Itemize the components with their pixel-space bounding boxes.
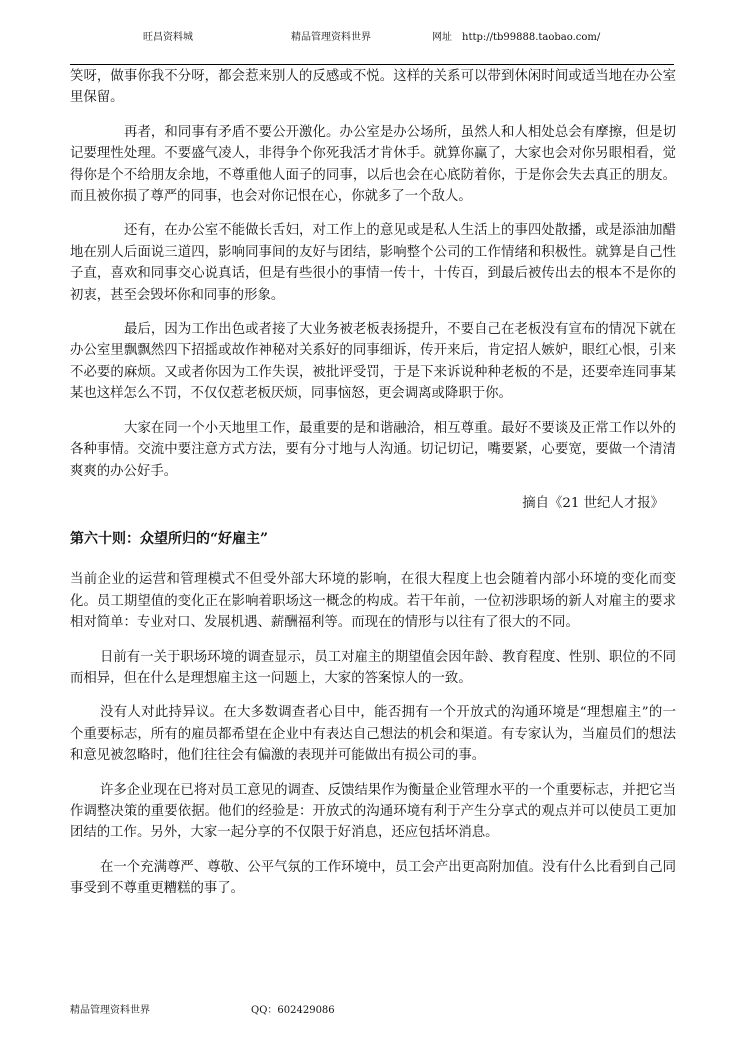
section-paragraph: 在一个充满尊严、尊敬、公平气氛的工作环境中，员工会产出更高附加值。没有什么比看到自己同事受到不尊重更糟糕的事了。: [70, 859, 676, 897]
paragraph-gossip: 还有，在办公室不能做长舌妇，对工作上的意见或是私人生活上的事四处散播，或是添油加醋地在别人后面说三道四，影响同事间的友好与团结，影响整个公司的工作情绪和积极性。就算是自己性子直，喜欢和同事交心说真话，但是有些很小的事情一传十，十传百，到最后被传出去的根本不是你的初衷，甚至会毁坏你和同事的形象。: [70, 223, 676, 303]
header-shop-name: 旺昌资料城: [143, 32, 193, 43]
page-header: [70, 28, 674, 65]
section-title: 第六十则：众望所归的“好雇主”: [70, 531, 269, 548]
page-content: [70, 66, 676, 913]
section-paragraph: 日前有一关于职场环境的调查显示，员工对雇主的期望值会因年龄、教育程度、性别、职位的不同而相异，但在什么是理想雇主这一问题上，大家的答案惊人的一致。: [70, 649, 676, 686]
section-paragraph: 许多企业现在已将对员工意见的调查、反馈结果作为衡量企业管理水平的一个重要标志，并把它当作调整决策的重要依据。他们的经验是：开放式的沟通环境有利于产生分享式的观点并可以使员工更加团结的工作。另外，大家一起分享的不仅限于好消息，还应包括坏消息。: [70, 782, 676, 841]
section-paragraph: 没有人对此持异议。在大多数调查者心目中，能否拥有一个开放式的沟通环境是“理想雇主”的一个重要标志，所有的雇员都希望在企业中有表达自己想法的机会和渠道。有专家认为，当雇员们的想法和意见被忽略时，他们往往会有偏激的表现并可能做出有损公司的事。: [70, 705, 676, 764]
section-paragraph: 当前企业的运营和管理模式不但受外部大环境的影响，在很大程度上也会随着内部小环境的变化而变化。员工期望值的变化正在影响着职场这一概念的构成。若干年前，一位初涉职场的新人对雇主的要求相对简单：专业对口、发展机遇、薪酬福利等。而现在的情形与以往有了很大的不同。: [70, 572, 676, 631]
paragraph-conflict: 再者，和同事有矛盾不要公开激化。办公室是办公场所，虽然人和人相处总会有摩擦，但是切记要理性处理。不要盛气凌人，非得争个你死我活才肯休手。就算你赢了，大家也会对你另眼相看，觉得你是个不给朋友余地，不尊重他人面子的同事，以后也会在心底防着你，于是你会失去真正的朋友。而且被你损了尊严的同事，也会对你记恨在心，你就多了一个敌人。: [70, 124, 676, 205]
paragraph-harmony: 大家在同一个小天地里工作，最重要的是和谐融洽，相互尊重。最好不要谈及正常工作以外的各种事情。交流中要注意方式方法，要有分寸地与人沟通。切记切记，嘴要紧，心要宽，要做一个清清爽爽的办公好手。: [70, 420, 676, 479]
header-url: 网址 http://tb99888.taobao.com/: [432, 32, 601, 43]
header-site-title: 精品管理资料世界: [291, 32, 371, 43]
source-citation: 摘自《21 世纪人才报》: [522, 495, 664, 511]
footer-qq: QQ：602429086: [251, 1005, 335, 1016]
paragraph-promotion: 最后，因为工作出色或者接了大业务被老板表扬提升，不要自己在老板没有宣布的情况下就在办公室里飘飘然四下招摇或故作神秘对关系好的同事细诉，传开来后，肯定招人嫉妒，眼红心恨，引来不必要的麻烦。又或者你因为工作失误，被批评受罚，于是下来诉说种种老板的不是，还要牵连同事某某也这样怎么不罚，不仅仅惹老板厌烦，同事恼怒，更会调离或降职于你。: [70, 322, 676, 402]
footer-site-title: 精品管理资料世界: [70, 1005, 150, 1016]
paragraph-continuation: 笑呀，做事你我不分呀，都会惹来别人的反感或不悦。这样的关系可以带到休闲时间或适当地在办公室里保留。: [70, 69, 676, 106]
